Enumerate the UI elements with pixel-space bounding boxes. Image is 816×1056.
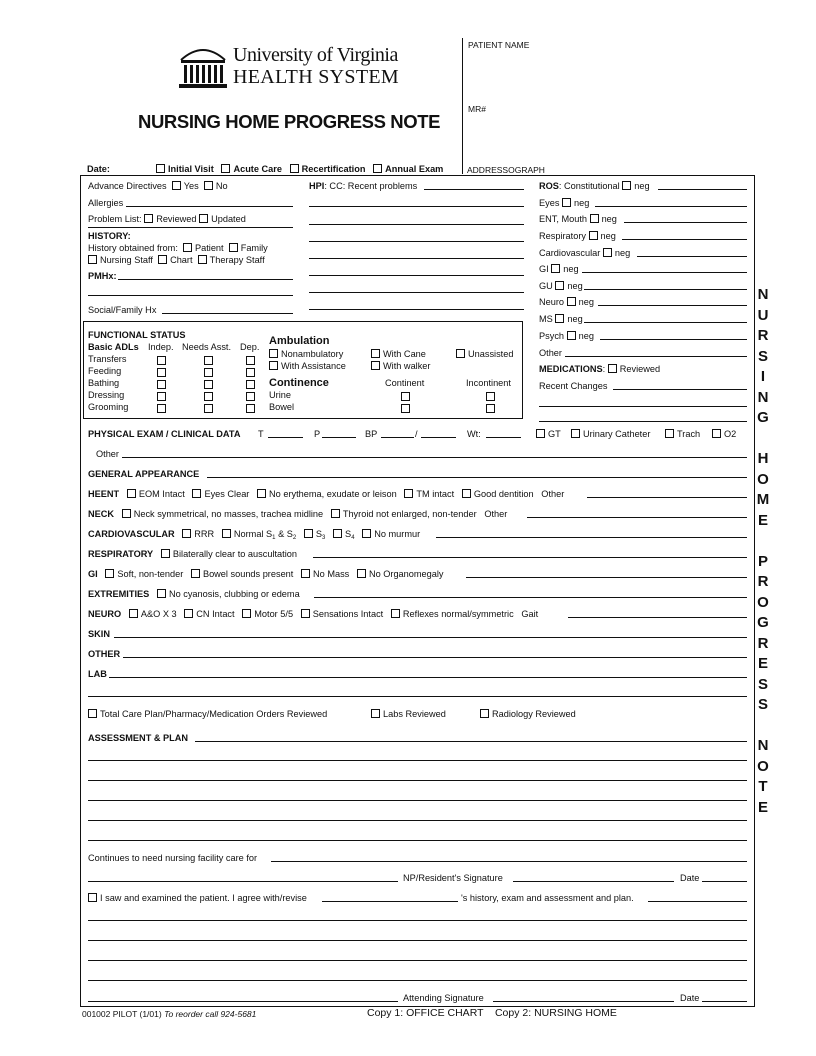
labs-reviewed: Labs Reviewed: [371, 709, 446, 719]
attending-date-label: Date: [680, 993, 700, 1003]
amb-with-walker: With walker: [371, 361, 430, 371]
bilaterally-clear-checkbox[interactable]: [161, 549, 170, 558]
incontinent-col: Incontinent: [466, 378, 511, 388]
recent-changes-label: Recent Changes: [539, 381, 608, 391]
bathing-asst-checkbox[interactable]: [204, 380, 213, 389]
general-appearance-label: GENERAL APPEARANCE: [88, 469, 200, 479]
eyes-clear-checkbox[interactable]: [192, 489, 201, 498]
feeding-dep-checkbox[interactable]: [246, 368, 255, 377]
urinary-catheter-checkbox[interactable]: [571, 429, 580, 438]
date-label: Date:: [87, 164, 110, 174]
thyroid-checkbox[interactable]: [331, 509, 340, 518]
amb-with-cane: With Cane: [371, 349, 426, 359]
temp-label: T: [258, 429, 264, 439]
feeding-asst-checkbox[interactable]: [204, 368, 213, 377]
attestation-checkbox[interactable]: [88, 893, 97, 902]
adl-bathing: Bathing: [88, 378, 120, 388]
medications-reviewed-checkbox[interactable]: [608, 364, 617, 373]
adl-grooming: Grooming: [88, 402, 129, 412]
with-cane-checkbox[interactable]: [371, 349, 380, 358]
ms-neg-checkbox[interactable]: [555, 314, 564, 323]
addressograph-label: ADDRESSOGRAPH: [467, 165, 545, 175]
history-therapy-checkbox[interactable]: [198, 255, 207, 264]
amb-unassisted: Unassisted: [456, 349, 513, 359]
org-subname: HEALTH SYSTEM: [233, 66, 399, 88]
respiratory-row: RESPIRATORY Bilaterally clear to auscultation: [88, 549, 297, 559]
form-code: 001002 PILOT (1/01) To reorder call 924-5681: [82, 1009, 257, 1019]
ros-psych: Psych neg: [539, 331, 594, 341]
attestation-suffix: 's history, exam and assessment and plan.: [461, 893, 634, 903]
history-from-row-2: Nursing Staff Chart Therapy Staff: [88, 255, 265, 265]
adl-feeding: Feeding: [88, 366, 122, 376]
labs-reviewed-checkbox[interactable]: [371, 709, 380, 718]
functional-status-heading: FUNCTIONAL STATUS: [88, 330, 186, 340]
needs-asst-col: Needs Asst.: [182, 342, 232, 352]
ros-eyes: Eyes neg: [539, 198, 590, 208]
history-chart-checkbox[interactable]: [158, 255, 167, 264]
ros-cardiovascular: Cardiovascular neg: [539, 248, 631, 258]
continence-heading: Continence: [269, 377, 329, 389]
bowel-sounds-checkbox[interactable]: [191, 569, 200, 578]
device-o2: O2: [712, 429, 736, 439]
grooming-indep-checkbox[interactable]: [157, 404, 166, 413]
bp-label: BP: [365, 429, 378, 439]
neck-symmetrical-checkbox[interactable]: [122, 509, 131, 518]
history-patient-checkbox[interactable]: [183, 243, 192, 252]
heent-row: HEENT EOM Intact Eyes Clear No erythema, exudate or leison TM intact Good dentition Other: [88, 489, 565, 499]
adl-header: Basic ADLs: [88, 342, 139, 352]
amb-nonambulatory: Nonambulatory: [269, 349, 343, 359]
ros-gu: GU neg: [539, 281, 583, 291]
no-cyanosis-checkbox[interactable]: [157, 589, 166, 598]
indep-col: Indep.: [148, 342, 174, 352]
ros-constitutional: ROS: Constitutional neg: [539, 181, 650, 191]
ao-x3-checkbox[interactable]: [129, 609, 138, 618]
no-murmur-checkbox[interactable]: [362, 529, 371, 538]
amb-with-assistance: With Assistance: [269, 361, 346, 371]
continent-col: Continent: [385, 378, 425, 388]
cardiovascular-neg-checkbox[interactable]: [603, 248, 612, 257]
adl-transfers: Transfers: [88, 354, 127, 364]
history-nursing-checkbox[interactable]: [88, 255, 97, 264]
history-family-checkbox[interactable]: [229, 243, 238, 252]
soft-nontender-checkbox[interactable]: [105, 569, 114, 578]
hpi-label: HPI: CC: Recent problems: [309, 181, 418, 191]
extremities-row: EXTREMITIES No cyanosis, clubbing or edema: [88, 589, 300, 599]
ent-neg-checkbox[interactable]: [590, 214, 599, 223]
attending-signature-label: Attending Signature: [403, 993, 484, 1003]
ad-yes-checkbox[interactable]: [172, 181, 181, 190]
grooming-dep-checkbox[interactable]: [246, 404, 255, 413]
np-signature-label: NP/Resident's Signature: [403, 873, 503, 883]
pulse-label: P: [314, 429, 321, 439]
transfers-dep-checkbox[interactable]: [246, 356, 255, 365]
visit-type-row: Initial Visit Acute Care Recertification Annual Exam: [156, 164, 443, 174]
history-heading: HISTORY:: [88, 231, 131, 241]
exam-other-label: Other: [96, 449, 119, 459]
neck-row: NECK Neck symmetrical, no masses, trachea midline Thyroid not enlarged, non-tender Other: [88, 509, 508, 519]
psych-neg-checkbox[interactable]: [567, 331, 576, 340]
copy-distribution: Copy 1: OFFICE CHART Copy 2: NURSING HOME: [367, 1007, 617, 1019]
dressing-asst-checkbox[interactable]: [204, 392, 213, 401]
problem-reviewed-checkbox[interactable]: [144, 214, 153, 223]
grooming-asst-checkbox[interactable]: [204, 404, 213, 413]
attestation-row: I saw and examined the patient. I agree with/revise: [88, 893, 307, 903]
side-vertical-title: N U R S I N G H O M E P R O G R E S S N O T E: [756, 286, 770, 816]
nonambulatory-checkbox[interactable]: [269, 349, 278, 358]
device-gt: GT: [536, 429, 561, 439]
good-dentition-checkbox[interactable]: [462, 489, 471, 498]
other-label: OTHER: [88, 649, 121, 659]
motor-checkbox[interactable]: [242, 609, 251, 618]
normal-s1-s2-checkbox[interactable]: [222, 529, 231, 538]
physical-exam-row: PHYSICAL EXAM / CLINICAL DATA: [88, 429, 241, 439]
gt-checkbox[interactable]: [536, 429, 545, 438]
ros-respiratory: Respiratory neg: [539, 231, 616, 241]
bathing-indep-checkbox[interactable]: [157, 380, 166, 389]
ad-no-checkbox[interactable]: [204, 181, 213, 190]
care-plan-checkbox[interactable]: [88, 709, 97, 718]
radiology-reviewed: Radiology Reviewed: [480, 709, 576, 719]
allergies-label: Allergies: [88, 198, 124, 208]
radiology-reviewed-checkbox[interactable]: [480, 709, 489, 718]
form-title: NURSING HOME PROGRESS NOTE: [138, 111, 441, 132]
device-trach: Trach: [665, 429, 700, 439]
urine-label: Urine: [269, 390, 291, 400]
eyes-neg-checkbox[interactable]: [562, 198, 571, 207]
cardiovascular-row: CARDIOVASCULAR RRR Normal $S_1$ & $S_2$ $S_3$ $S_4$ No murmur: [88, 529, 421, 541]
ambulation-heading: Ambulation: [269, 335, 330, 347]
no-erythema-checkbox[interactable]: [257, 489, 266, 498]
gi-row: GI Soft, non-tender Bowel sounds present No Mass No Organomegaly: [88, 569, 444, 579]
lab-label: LAB: [88, 669, 107, 679]
gu-neg-checkbox[interactable]: [555, 281, 564, 290]
initial-visit-checkbox[interactable]: [156, 164, 165, 173]
with-walker-checkbox[interactable]: [371, 361, 380, 370]
care-plan-reviewed: Total Care Plan/Pharmacy/Medication Orders Reviewed: [88, 709, 327, 719]
unassisted-checkbox[interactable]: [456, 349, 465, 358]
device-catheter: Urinary Catheter: [571, 429, 650, 439]
neuro-row: NEURO A&O X 3 CN Intact Motor 5/5 Sensations Intact Reflexes normal/symmetric Gait: [88, 609, 539, 619]
bowel-label: Bowel: [269, 402, 295, 412]
rrr-checkbox[interactable]: [182, 529, 191, 538]
dressing-indep-checkbox[interactable]: [157, 392, 166, 401]
bathing-dep-checkbox[interactable]: [246, 380, 255, 389]
acute-care-checkbox[interactable]: [221, 164, 230, 173]
s4-checkbox[interactable]: [333, 529, 342, 538]
no-mass-checkbox[interactable]: [301, 569, 310, 578]
mr-label: MR#: [468, 104, 486, 114]
pmhx-label: PMHx:: [88, 271, 117, 281]
social-family-label: Social/Family Hx: [88, 305, 157, 315]
annual-exam-checkbox[interactable]: [373, 164, 382, 173]
tm-intact-checkbox[interactable]: [404, 489, 413, 498]
dep-col: Dep.: [240, 342, 260, 352]
bowel-incontinent-checkbox[interactable]: [486, 404, 495, 413]
advance-directives-label: Advance Directives Yes No: [88, 181, 228, 191]
bp-slash: /: [415, 429, 418, 439]
feeding-indep-checkbox[interactable]: [157, 368, 166, 377]
medications-row: MEDICATIONS: Reviewed: [539, 364, 661, 374]
ros-neuro: Neuro neg: [539, 297, 594, 307]
transfers-asst-checkbox[interactable]: [204, 356, 213, 365]
ros-ent: ENT, Mouth neg: [539, 214, 617, 224]
sensations-checkbox[interactable]: [301, 609, 310, 618]
ros-gi: GI neg: [539, 264, 579, 274]
reflexes-checkbox[interactable]: [391, 609, 400, 618]
constitutional-neg-checkbox[interactable]: [622, 181, 631, 190]
cn-intact-checkbox[interactable]: [184, 609, 193, 618]
continues-label: Continues to need nursing facility care for: [88, 853, 258, 863]
adl-dressing: Dressing: [88, 390, 125, 400]
o2-checkbox[interactable]: [712, 429, 721, 438]
eom-intact-checkbox[interactable]: [127, 489, 136, 498]
urine-continent-checkbox[interactable]: [401, 392, 410, 401]
respiratory-neg-checkbox[interactable]: [589, 231, 598, 240]
ros-other: Other: [539, 348, 562, 358]
problem-updated-checkbox[interactable]: [199, 214, 208, 223]
history-from-row: History obtained from: Patient Family: [88, 243, 268, 253]
weight-label: Wt:: [467, 429, 481, 439]
skin-label: SKIN: [88, 629, 110, 639]
dressing-dep-checkbox[interactable]: [246, 392, 255, 401]
bowel-continent-checkbox[interactable]: [401, 404, 410, 413]
s3-checkbox[interactable]: [304, 529, 313, 538]
problem-list-row: Problem List: Reviewed Updated: [88, 214, 246, 224]
np-date-label: Date: [680, 873, 700, 883]
trach-checkbox[interactable]: [665, 429, 674, 438]
transfers-indep-checkbox[interactable]: [157, 356, 166, 365]
org-name: University of Virginia: [233, 44, 398, 66]
assessment-plan-label: ASSESSMENT & PLAN: [88, 733, 189, 743]
uva-logo-icon: [178, 42, 228, 90]
with-assistance-checkbox[interactable]: [269, 361, 278, 370]
ros-ms: MS neg: [539, 314, 583, 324]
neuro-neg-checkbox[interactable]: [567, 297, 576, 306]
patient-name-label: PATIENT NAME: [468, 40, 530, 50]
recertification-checkbox[interactable]: [290, 164, 299, 173]
urine-incontinent-checkbox[interactable]: [486, 392, 495, 401]
gi-neg-checkbox[interactable]: [551, 264, 560, 273]
no-organomegaly-checkbox[interactable]: [357, 569, 366, 578]
